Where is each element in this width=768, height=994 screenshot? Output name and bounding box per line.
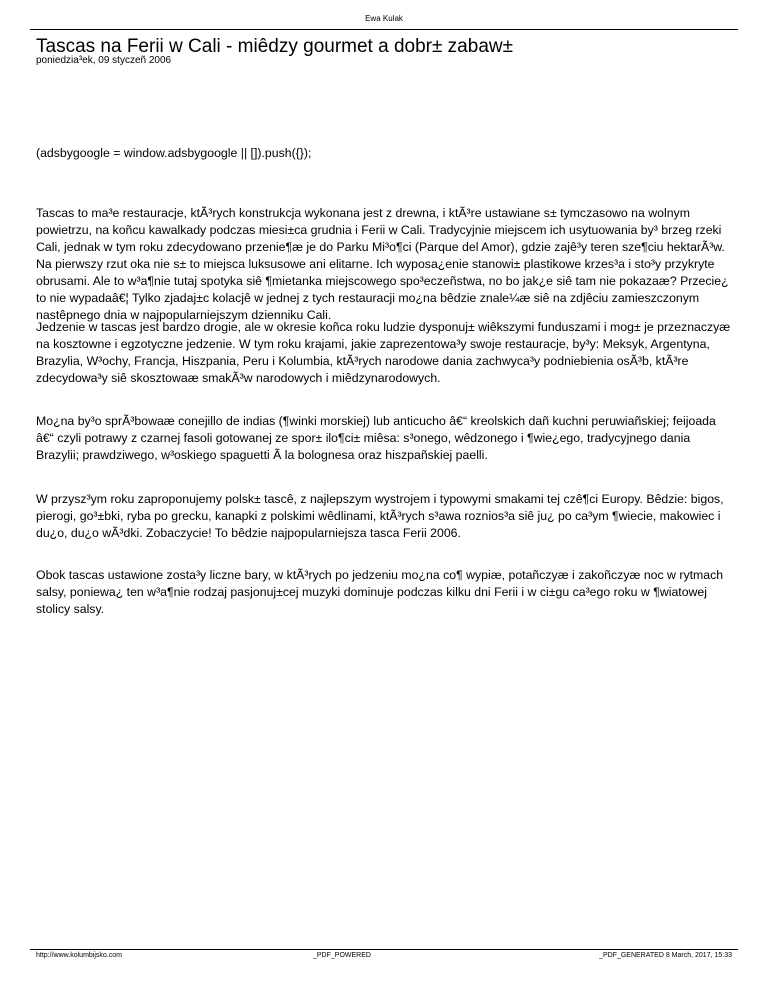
article-date: poniedzia³ek, 09 styczeñ 2006 <box>36 55 172 66</box>
footer-generated: _PDF_GENERATED 8 March, 2017, 15:33 <box>599 952 732 959</box>
article-paragraph: Tascas to ma³e restauracje, ktÃ³rych konstrukcja wykonana jest z drewna, i ktÃ³re ustawiane s± tymczasowo na wolnym powietrzu, na koñcu kawalkady podczas miesi±ca grudnia i Ferii w Cali. Tradycyjnie miejscem ich usytuowania by³ brzeg rzeki Cali, jednak w tym roku zdecydowano przenie¶æ je do Parku Mi³o¶ci (Parque del Amor), gdzie zajê³y teren sze¶ciu hektarÃ³w. Na pierwszy rzut oka nie s± to miejsca luksusowe ani elitarne. Ich wyposa¿enie stanowi± plastikowe krzes³a i sto³y przykryte obrusami. Ale to w³a¶nie tutaj spotyka siê ¶mietanka miejscowego spo³eczeñstwa, no bo jak¿e siê tam nie pokazaæ? Przecie¿ to nie wypadaâ€¦ Tylko zjadaj±c kolacjê w jednej z tych restauracji mo¿na bêdzie znale¼æ siê na zdjêciu zamieszczonym nastêpnego dnia w najpopularniejszym dzienniku Cali. <box>36 206 729 322</box>
article-paragraph-ad-script: (adsbygoogle = window.adsbygoogle || []).push({}); <box>36 146 312 160</box>
article-paragraph: Obok tascas ustawione zosta³y liczne bary, w ktÃ³rych po jedzeniu mo¿na co¶ wypiæ, potañczyæ i zakoñczyæ noc w rytmach salsy, poniewa¿ ten w³a¶nie rodzaj pasjonuj±cej muzyki dominuje podczas kilku dni Ferii i w ci±gu ca³ego roku w ¶wiatowej stolicy salsy. <box>36 568 724 616</box>
article-paragraph: Mo¿na by³o sprÃ³bowaæ conejillo de indias (¶winki morskiej) lub anticucho â€“ kreolskich dañ kuchni peruwiañskiej; feijoada â€“ czyli potrawy z czarnej fasoli gotowanej ze spor± ilo¶ci± miêsa: s³onego, wêdzonego i ¶wie¿ego, tradycyjnego dania Brazylii; prawdziwego, w³oskiego spaguetti Ã la bolognesa oraz hiszpañskiej paelli. <box>36 414 716 462</box>
article-paragraph: W przysz³ym roku zaproponujemy polsk± tascê, z najlepszym wystrojem i typowymi smakami tej czê¶ci Europy. Bêdzie: bigos, pierogi, go³±bki, ryba po grecku, kanapki z polskimi wêdlinami, ktÃ³rych s³awa roznios³a siê ju¿ po ca³ym ¶wiecie, makowiec i du¿o, du¿o wÃ³dki. Zobaczycie! To bêdzie najpopularniejsza tasca Ferii 2006. <box>36 492 724 540</box>
footer-powered: _PDF_POWERED <box>313 952 371 959</box>
article-title: Tascas na Ferii w Cali - miêdzy gourmet a dobr± zabaw± <box>36 36 514 57</box>
footer-url: http://www.kolumbijsko.com <box>36 952 122 959</box>
footer-divider <box>30 949 738 950</box>
article-paragraph: Jedzenie w tascas jest bardzo drogie, ale w okresie koñca roku ludzie dysponuj± wiêkszymi funduszami i mog± je przeznaczyæ na kosztowne i egzotyczne jedzenie. W tym roku krajami, jakie zaprezentowa³y swoje restauracje, by³y: Meksyk, Argentyna, Brazylia, W³ochy, Francja, Hiszpania, Peru i Kolumbia, ktÃ³rych narodowe dania zachwyca³y podniebienia osÃ³b, ktÃ³re zdecydowa³y siê skosztowaæ smakÃ³w narodowych i miêdzynarodowych. <box>36 320 731 385</box>
page-header-author: Ewa Kulak <box>365 14 403 23</box>
header-divider <box>30 29 738 30</box>
